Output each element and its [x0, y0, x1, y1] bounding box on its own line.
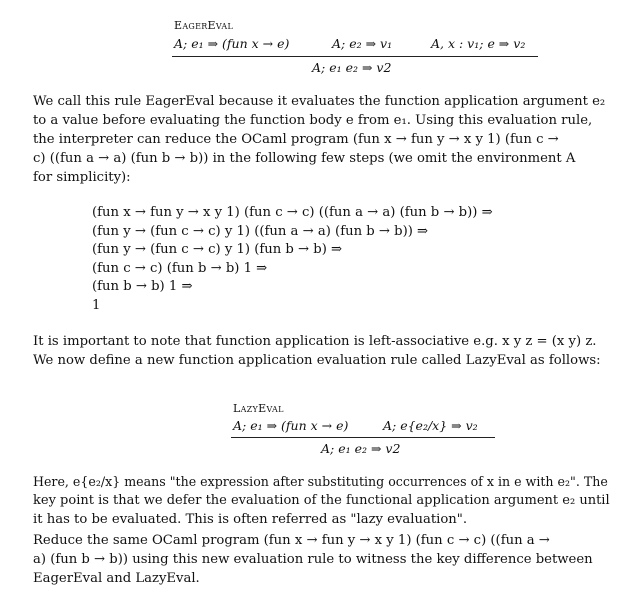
text-line: the interpreter can reduce the OCaml program (fun x → fun y → x y 1) (fun c →: [33, 132, 559, 147]
lazy-rule-bar: [231, 437, 495, 438]
text-line: We now define a new function application evaluation rule called LazyEval as follows:: [33, 353, 601, 368]
text-line: c) ((fun a → a) (fun b → b)) in the following few steps (we omit the environment A: [33, 151, 576, 166]
paragraph-left-assoc: [33, 332, 611, 370]
reduction-step: (fun y → (fun c → c) y 1) ((fun a → a) (fun b → b)) ⇒: [92, 223, 429, 239]
eager-premise-3: A, x : v₁; e ⇒ v₂: [431, 36, 526, 51]
text-line: for simplicity):: [33, 170, 131, 185]
reduction-step: (fun c → c) (fun b → b) 1 ⇒: [92, 260, 268, 276]
reduction-step: (fun y → (fun c → c) y 1) (fun b → b) ⇒: [92, 242, 343, 257]
text-line: We call this rule EagerEval because it evaluates the function application argument e₂: [33, 94, 606, 109]
eager-premise-1: A; e₁ ⇒ (fun x → e): [174, 36, 290, 51]
paragraph-eager-explanation: [33, 92, 611, 187]
text-line: Reduce the same OCaml program (fun x → fun y → x y 1) (fun c → c) ((fun a →: [33, 533, 550, 548]
text-line: key point is that we defer the evaluation of the functional application argument e₂ until: [33, 493, 610, 508]
text-line: to a value before evaluating the function body e from e₁. Using this evaluation rule,: [33, 113, 593, 128]
text-line: Here, e{e₂/x} means "the expression after substituting occurrences of x in e with e₂". The: [33, 474, 608, 489]
reduction-step: (fun b → b) 1 ⇒: [92, 279, 193, 294]
lazy-premise-2: A; e{e₂/x} ⇒ v₂: [383, 418, 478, 433]
paragraph-lazy-explanation: [33, 472, 611, 529]
text-line: EagerEval and LazyEval.: [33, 571, 200, 586]
eager-rule-name: EagerEval: [174, 19, 234, 32]
lazy-conclusion: A; e₁ e₂ ⇒ v2: [321, 441, 401, 456]
text-line: it has to be evaluated. This is often referred as "lazy evaluation".: [33, 512, 468, 527]
eager-premise-2: A; e₂ ⇒ v₁: [332, 36, 393, 51]
paragraph-exercise: [33, 531, 611, 588]
eager-rule-bar: [172, 56, 538, 57]
lazy-premise-1: A; e₁ ⇒ (fun x → e): [233, 418, 349, 433]
reduction-step: (fun x → fun y → x y 1) (fun c → c) ((fun a → a) (fun b → b)) ⇒: [92, 205, 493, 220]
lazy-rule-name: LazyEval: [233, 402, 284, 415]
eager-conclusion: A; e₁ e₂ ⇒ v2: [312, 60, 392, 75]
reduction-steps: [92, 204, 493, 315]
text-line: It is important to note that function application is left-associative e.g. x y z = (x y) z.: [33, 334, 597, 349]
text-line: a) (fun b → b)) using this new evaluation rule to witness the key difference between: [33, 552, 593, 567]
reduction-step: 1: [92, 297, 101, 313]
